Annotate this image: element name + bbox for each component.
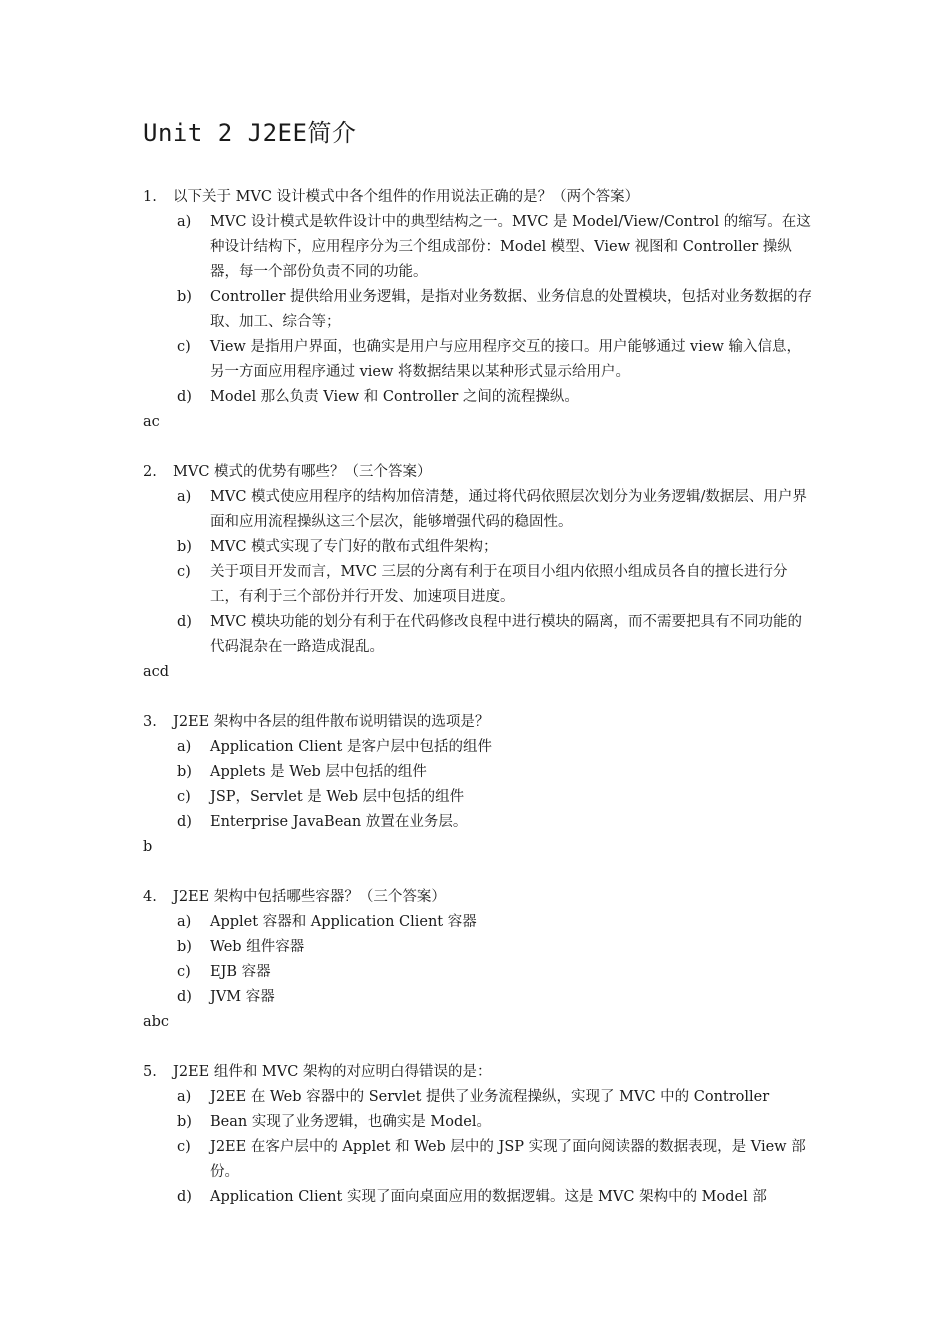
question-text: J2EE 架构中各层的组件散布说明错误的选项是？: [173, 714, 490, 730]
option-letter: c): [177, 564, 191, 580]
option-letter: b): [177, 539, 192, 555]
answer-key: abc: [143, 1014, 170, 1030]
option-item: [143, 760, 823, 785]
option-letter: c): [177, 339, 191, 355]
option-item: [143, 735, 823, 760]
option-item: [143, 1135, 823, 1185]
option-text: J2EE 在客户层中的 Applet 和 Web 层中的 JSP 实现了面向阅读器的数据表现，是 View 部份。: [210, 1139, 806, 1180]
option-letter: d): [177, 989, 192, 1005]
option-text: Applet 容器和 Application Client 容器: [210, 914, 477, 930]
option-item: [143, 1185, 823, 1210]
answer-key: acd: [143, 664, 170, 680]
question-2: [143, 460, 823, 685]
question-text: MVC 模式的优势有哪些？（三个答案）: [173, 464, 432, 480]
option-letter: a): [177, 1089, 192, 1105]
option-item: [143, 385, 823, 410]
option-item: [143, 560, 823, 610]
option-item: [143, 785, 823, 810]
option-text: Application Client 实现了面向桌面应用的数据逻辑。这是 MVC 架构中的 Model 部: [210, 1189, 767, 1205]
question-number: 2.: [143, 464, 157, 480]
question-stem: [143, 1060, 823, 1085]
option-text: JVM 容器: [210, 989, 275, 1005]
option-letter: a): [177, 214, 192, 230]
option-text: MVC 模块功能的划分有利于在代码修改良程中进行模块的隔离，而不需要把具有不同功能的代码混杂在一路造成混乱。: [210, 614, 803, 655]
option-letter: a): [177, 914, 192, 930]
option-text: Web 组件容器: [210, 939, 305, 955]
option-item: [143, 535, 823, 560]
option-text: Model 那么负责 View 和 Controller 之间的流程操纵。: [210, 389, 579, 405]
option-letter: b): [177, 764, 192, 780]
question-5: [143, 1060, 823, 1210]
question-list: [143, 185, 823, 1210]
question-text: J2EE 架构中包括哪些容器？（三个答案）: [173, 889, 446, 905]
option-letter: c): [177, 789, 191, 805]
option-letter: d): [177, 814, 192, 830]
question-text: 以下关于 MVC 设计模式中各个组件的作用说法正确的是？（两个答案）: [173, 189, 640, 205]
option-item: [143, 610, 823, 660]
option-letter: d): [177, 614, 192, 630]
question-3: [143, 710, 823, 860]
option-letter: b): [177, 939, 192, 955]
question-number: 4.: [143, 889, 157, 905]
option-item: [143, 210, 823, 285]
option-item: [143, 810, 823, 835]
option-text: EJB 容器: [210, 964, 271, 980]
option-letter: a): [177, 489, 192, 505]
option-item: [143, 935, 823, 960]
option-text: MVC 模式实现了专门好的散布式组件架构；: [210, 539, 498, 555]
option-letter: b): [177, 1114, 192, 1130]
option-item: [143, 910, 823, 935]
option-item: [143, 960, 823, 985]
option-letter: d): [177, 389, 192, 405]
option-text: J2EE 在 Web 容器中的 Servlet 提供了业务流程操纵，实现了 MVC 中的 Controller: [210, 1089, 770, 1105]
answer-key: b: [143, 839, 153, 855]
question-text: J2EE 组件和 MVC 架构的对应明白得错误的是：: [173, 1064, 492, 1080]
answer-key: ac: [143, 414, 160, 430]
option-text: MVC 设计模式是软件设计中的典型结构之一。MVC 是 Model/View/Control 的缩写。在这种设计结构下，应用程序分为三个组成部份：Model 模型、View 视图和 Controller 操纵器，每一个部份负责不同的功能。: [210, 214, 811, 280]
option-item: [143, 335, 823, 385]
option-item: [143, 1085, 823, 1110]
option-list: [143, 210, 823, 410]
option-text: Application Client 是客户层中包括的组件: [210, 739, 492, 755]
option-text: Controller 提供给用业务逻辑，是指对业务数据、业务信息的处置模块，包括对业务数据的存取、加工、综合等；: [210, 289, 813, 330]
page-title: Unit 2 J2EE简介: [143, 119, 357, 147]
option-text: View 是指用户界面，也确实是用户与应用程序交互的接口。用户能够通过 view 输入信息，另一方面应用程序通过 view 将数据结果以某种形式显示给用户。: [210, 339, 801, 380]
option-text: Bean 实现了业务逻辑，也确实是 Model。: [210, 1114, 492, 1130]
option-item: [143, 485, 823, 535]
question-stem: [143, 460, 823, 485]
option-list: [143, 485, 823, 660]
option-letter: c): [177, 1139, 191, 1155]
question-number: 3.: [143, 714, 157, 730]
option-list: [143, 910, 823, 1010]
option-item: [143, 985, 823, 1010]
option-text: MVC 模式使应用程序的结构加倍清楚，通过将代码依照层次划分为业务逻辑/数据层、用户界面和应用流程操纵这三个层次，能够增强代码的稳固性。: [210, 489, 807, 530]
question-4: [143, 885, 823, 1035]
option-list: [143, 1085, 823, 1210]
question-number: 1.: [143, 189, 157, 205]
option-text: JSP，Servlet 是 Web 层中包括的组件: [210, 789, 465, 805]
option-letter: a): [177, 739, 192, 755]
option-letter: c): [177, 964, 191, 980]
question-number: 5.: [143, 1064, 157, 1080]
option-item: [143, 1110, 823, 1135]
question-stem: [143, 885, 823, 910]
question-1: [143, 185, 823, 435]
option-text: Applets 是 Web 层中包括的组件: [210, 764, 427, 780]
question-stem: [143, 710, 823, 735]
option-letter: b): [177, 289, 192, 305]
option-text: Enterprise JavaBean 放置在业务层。: [210, 814, 468, 830]
option-text: 关于项目开发而言，MVC 三层的分离有利于在项目小组内依照小组成员各自的擅长进行分工，有利于三个部份并行开发、加速项目进度。: [210, 564, 788, 605]
question-stem: [143, 185, 823, 210]
option-list: [143, 735, 823, 835]
option-item: [143, 285, 823, 335]
option-letter: d): [177, 1189, 192, 1205]
